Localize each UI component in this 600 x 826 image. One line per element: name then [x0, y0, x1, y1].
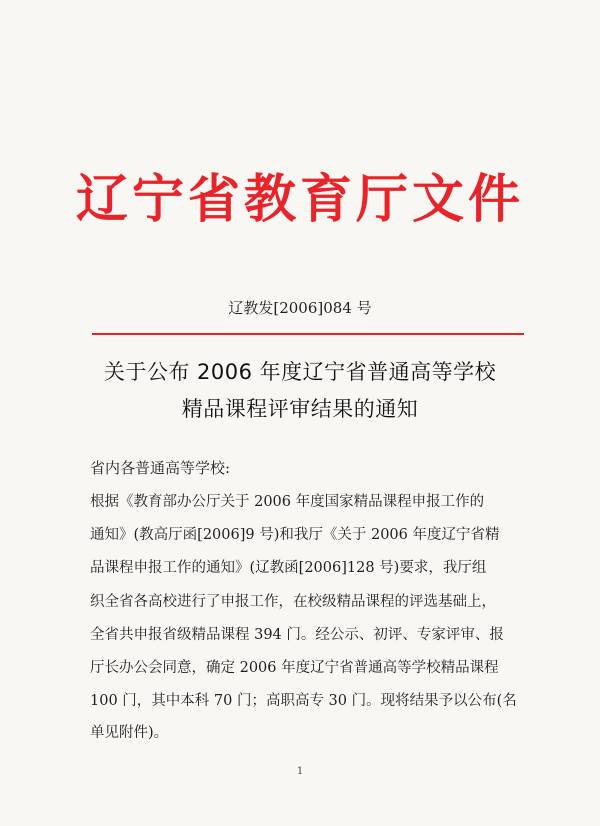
body-line: 100 门，其中本科 70 门；高职高专 30 门。现将结果予以公布(名 [90, 693, 517, 709]
salutation: 省内各普通高等学校: [90, 459, 231, 477]
body-line: 通知》(教高厅函[2006]9 号)和我厅《关于 2006 年度辽宁省精 [90, 527, 500, 543]
body-line: 织全省各高校进行了申报工作，在校级精品课程的评选基础上， [90, 594, 496, 610]
notice-title-line-1: 关于公布 2006 年度辽宁省普通高等学校 [103, 360, 497, 384]
document-number: 辽教发[2006]084 号 [228, 299, 372, 317]
header-divider-line [92, 333, 524, 335]
page-number: 1 [296, 766, 304, 777]
body-line: 厅长办公会同意，确定 2006 年度辽宁省普通高等学校精品课程 [90, 660, 499, 676]
document-header-title: 辽宁省教育厅文件 [75, 170, 524, 230]
body-line: 品课程申报工作的通知》(辽教函[2006]128 号)要求，我厅组 [90, 560, 487, 576]
body-line: 全省共申报省级精品课程 394 门。经公示、初评、专家评审、报 [90, 627, 504, 643]
body-line: 根据《教育部办公厅关于 2006 年度国家精品课程申报工作的 [90, 494, 485, 510]
body-line: 单见附件)。 [90, 725, 169, 741]
notice-title-line-2: 精品课程评审结果的通知 [181, 397, 419, 421]
